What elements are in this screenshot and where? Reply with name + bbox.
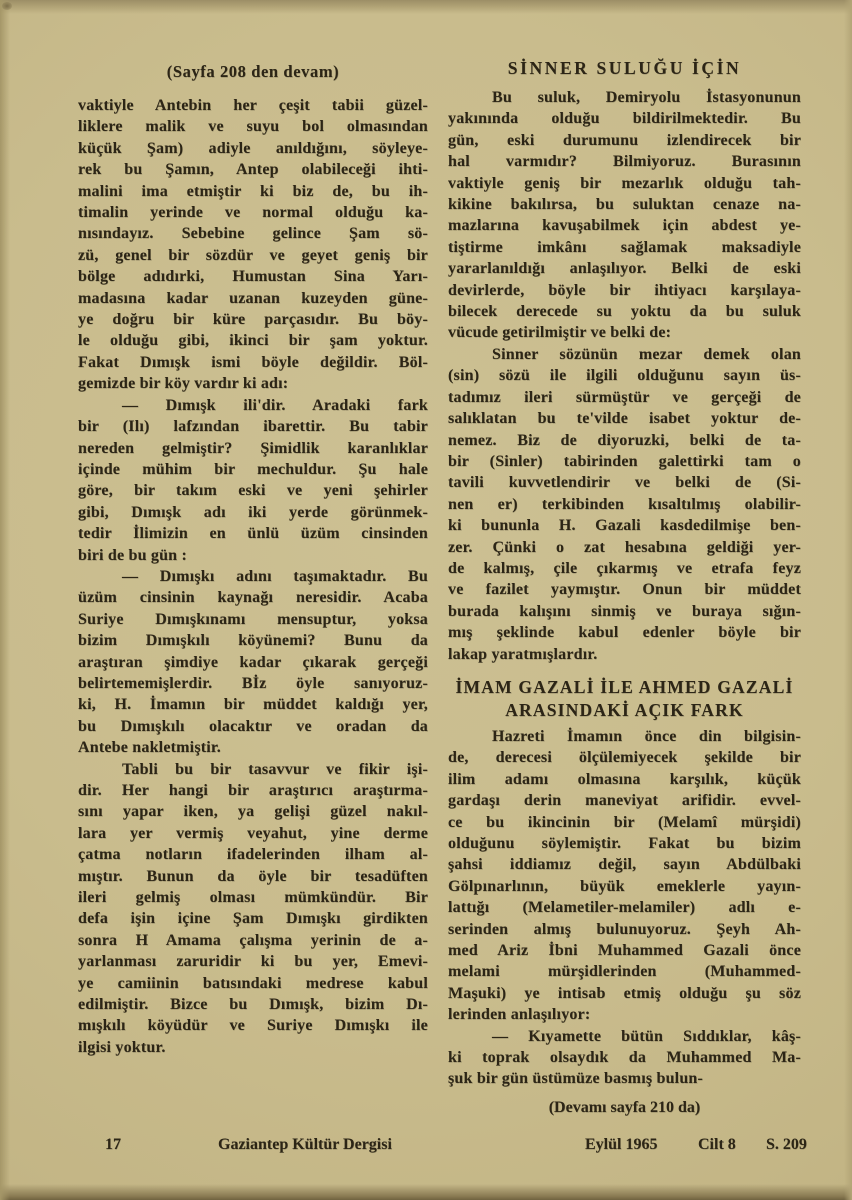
text-line: bilecek derecede su yoktu da bu suluk	[448, 303, 801, 321]
text-line: salıklatan bu te'vilde isabet yoktur de-	[448, 410, 801, 428]
left-column	[78, 62, 428, 1058]
paragraph-hazreti-imam	[448, 726, 801, 1026]
text-line: melami mürşidlerinden (Muhammed-	[448, 963, 801, 981]
text-line: gibi, Dımışk adı iki yerde görünmek-	[78, 503, 428, 521]
text-line: rek bu Şamın, Antep olabileceği ihti-	[78, 161, 428, 179]
scan-edge-top	[0, 0, 852, 14]
text-line: ye camiinin batısındaki medrese kabul	[78, 974, 428, 992]
text-line: olduğunu söylemiştir. Fakat bu bizim	[448, 835, 801, 852]
text-line: tedir İlimizin en ünlü üzüm cinsinden	[78, 525, 428, 543]
section-heading-imam-gazali	[448, 676, 801, 722]
footer-page-number: 17	[105, 1136, 121, 1153]
text-line: timalin yerinde ve normal olduğu ka-	[78, 204, 428, 222]
text-line: de, derecesi ölçülemiyecek şekilde bir	[448, 749, 801, 767]
text-line: tavili kuvvetlendirir ve belki de (Si-	[448, 474, 801, 492]
text-line: zer. Çünki o zat hesabına geldiği yer-	[448, 538, 801, 556]
text-line: ki bununla H. Gazali kasdedilmişe ben-	[448, 517, 801, 535]
text-line: vaktiyle geniş bir mezarlık olduğu tah-	[448, 174, 801, 192]
footer-page-reference: S. 209	[766, 1136, 807, 1153]
text-line: sını yapar iken, ya gelişi güzel nakıl-	[78, 803, 428, 821]
text-line: Hazreti İmamın önce din bilgisin-	[492, 727, 801, 745]
text-line: burada kalışını sinmiş ve buraya sığın-	[448, 602, 801, 620]
text-line: ye doğru bir küre parçasıdır. Bu böy-	[78, 311, 428, 329]
text-line: — Kıyamette bütün Sıddıklar, kâş-	[492, 1027, 801, 1045]
text-line: gemizde bir köy vardır ki adı:	[78, 375, 289, 393]
text-line: şuk bir gün üstümüze basmış bulun-	[448, 1070, 704, 1088]
continuation-note: (Devamı sayfa 210 da)	[548, 1098, 701, 1116]
text-line: üzüm cinsinin kaynağı neresidir. Acaba	[78, 589, 428, 607]
text-line: nısındayız. Sebebine gelince Şam sö-	[78, 225, 428, 243]
text-line: Sinner sözünün mezar demek olan	[492, 345, 801, 363]
text-line: med Ariz İbni Muhammed Gazali önce	[448, 942, 801, 960]
text-line: araştıran şimdiye kadar çıkarak gerçeği	[78, 653, 428, 671]
text-line: liklere malik ve suyu bol olmasından	[78, 118, 428, 136]
text-line: mışkılı köyüdür ve Suriye Dımışkı ile	[78, 1017, 428, 1035]
text-line: bir (Ilı) lafzından ibarettir. Bu tabir	[78, 418, 428, 436]
text-line: nereden gelmiştir? Şimidlik karanlıklar	[78, 439, 428, 457]
text-line: yararlanıldığı anlaşılıyor. Belki de eski	[448, 260, 801, 278]
paragraph-tabli-tasavvur	[78, 759, 428, 1059]
text-line: Tabli bu bir tasavvur ve fikir işi-	[122, 760, 428, 778]
text-line: zü, genel bir sözdür ve geyet geniş bir	[78, 246, 428, 264]
text-line: Suriye Dımışkınamı mensuptur, yoksa	[78, 610, 428, 628]
scan-edge-right	[844, 0, 852, 1200]
text-line: çatma notların ifadelerinden ilham al-	[78, 846, 428, 864]
scan-edge-left	[0, 0, 10, 1200]
text-line: devirlerde, böyle bir ihtiyacı karşılaya-	[448, 281, 801, 299]
text-line: mazlarına kavuşabilmek için abdest ye-	[448, 217, 801, 235]
text-line: belirtememişlerdir. Bİz öyle sanıyoruz-	[78, 674, 428, 692]
scan-edge-bottom	[0, 1184, 852, 1200]
text-line: Gölpınarlının, büyük emeklerle yayın-	[448, 877, 801, 895]
text-line: Maşuki) ye intisab etmiş olduğu şu söz	[448, 984, 801, 1002]
text-line: mış şeklinde kabul edenler böyle bir	[448, 624, 801, 642]
text-line: mıştır. Bunun da öyle bir tesadüften	[78, 867, 428, 885]
paragraph-continued	[78, 95, 428, 395]
text-line: lerinden anlaşılıyor:	[448, 1006, 591, 1024]
paragraph-kiyamette	[448, 1026, 801, 1090]
text-line: ilgisi yoktur.	[78, 1038, 166, 1056]
text-line: gün, eski durumunu izlendirecek bir	[448, 131, 801, 149]
text-line: bu Dımışkılı olacaktır ve oradan da	[78, 717, 428, 735]
text-line: bölge adıdırki, Humustan Sina Yarı-	[78, 268, 428, 286]
text-line: madasına kadar uzanan kuzeyden güne-	[78, 289, 428, 307]
text-line: Bu suluk, Demiryolu İstasyonunun	[492, 89, 801, 106]
scan-corner-spot	[2, 2, 12, 10]
continued-from-note: (Sayfa 208 den devam)	[166, 62, 340, 81]
text-line: ileri gelmiş olması mümkündür. Bir	[78, 889, 428, 907]
text-line: sonra H Amama çalışma yerinin de a-	[78, 931, 428, 949]
text-line: biri de bu gün :	[78, 546, 188, 564]
text-line: dir. Her hangi bir araştırıcı araştırma-	[78, 782, 428, 799]
right-column	[448, 58, 801, 1117]
text-line: — Dımışkı adını taşımaktadır. Bu	[122, 567, 428, 585]
paragraph-sinner-sozu	[448, 344, 801, 665]
text-line: gardaşı derin maneviyat arifidir. evvel-	[448, 792, 801, 810]
text-line: göre, bir takım eski ve yeni şehirler	[78, 482, 428, 500]
text-line: — Dımışk ili'dir. Aradaki fark	[122, 396, 428, 414]
text-line: tadımız ileri sürmüştür ve gerçeği de	[448, 388, 801, 406]
text-line: vaktiyle Antebin her çeşit tabii güzel-	[78, 97, 428, 114]
text-line: Antebe nakletmiştir.	[78, 739, 221, 757]
text-line: serinden almış bulunuyoruz. Şeyh Ah-	[448, 920, 801, 938]
text-line: Fakat Dımışk ismi böyle değildir. Böl-	[78, 353, 428, 371]
text-line: içinde mühim bir mechuldur. Şu hale	[78, 460, 428, 478]
text-line: nen er) terkibinden kısaltılmış olabilir-	[448, 495, 801, 513]
paragraph-dimiski-adi	[78, 566, 428, 759]
paragraph-bu-suluk	[448, 87, 801, 344]
text-line: bir (Sinler) tabirinden galettirki tam o	[448, 452, 801, 470]
page-footer	[0, 1136, 852, 1158]
section-heading-line-2: ARASINDAKİ AÇIK FARK	[505, 699, 744, 720]
footer-volume: Cilt 8	[698, 1136, 736, 1153]
text-line: bizim Dımışkılı köyünemi? Bunu da	[78, 632, 428, 650]
section-heading-line-1: İMAM GAZALİ İLE AHMED GAZALİ	[455, 676, 794, 697]
text-line: lakap yaratmışlardır.	[448, 645, 598, 663]
text-line: lattığı (Melametiler-melamiler) adlı e-	[448, 899, 801, 917]
text-line: kikine bakılırsa, bu suluktan cenaze na-	[448, 196, 801, 214]
text-line: ve fazilet yaymıştır. Onun bir müddet	[448, 581, 801, 599]
footer-issue-date: Eylül 1965	[585, 1136, 658, 1153]
text-line: (sin) sözü ile ilgili olduğunu sayın üs-	[448, 367, 801, 385]
section-heading-sinner-sulugu: SİNNER SULUĞU İÇİN	[507, 58, 742, 78]
text-line: hal varmıdır? Bilmiyoruz. Burasının	[448, 153, 801, 171]
footer-journal-title: Gaziantep Kültür Dergisi	[218, 1136, 392, 1153]
text-line: vücude getirilmiştir ve belki de:	[448, 324, 672, 342]
text-line: ilim adamı olmasına karşılık, küçük	[448, 770, 801, 788]
paragraph-dimisk-ili	[78, 395, 428, 566]
text-line: le olduğu gibi, ikinci bir şam yoktur.	[78, 332, 428, 350]
text-line: tiştirme imkânı sağlamak maksadiyle	[448, 238, 801, 256]
text-line: nemez. Biz de diyoruzki, belki de ta-	[448, 431, 801, 449]
text-line: şahsi iddiamız değil, sayın Abdülbaki	[448, 856, 801, 874]
text-line: ce bu ikincinin bir (Melamî mürşidi)	[448, 813, 801, 831]
text-line: de kalmış, çile çıkarmış ve etrafa feyz	[448, 559, 801, 577]
text-line: lara yer vermiş veyahut, yine derme	[78, 824, 428, 842]
text-line: malini ima etmiştir ki biz de, bu ih-	[78, 182, 428, 200]
text-line: ki, H. İmamın bir müddet kaldığı yer,	[78, 696, 428, 714]
text-line: küçük Şam) adiyle anıldığını, söyleye-	[78, 139, 428, 157]
text-line: edilmiştir. Bizce bu Dımışk, bizim Dı-	[78, 996, 428, 1014]
text-line: yarlanması zaruridir ki bu yer, Emevi-	[78, 953, 428, 971]
text-line: ki toprak olsaydık da Muhammed Ma-	[448, 1049, 801, 1067]
text-line: defa işin içine Şam Dımışkı girdikten	[78, 910, 428, 928]
text-line: yakınında olduğu bildirilmektedir. Bu	[448, 110, 801, 128]
